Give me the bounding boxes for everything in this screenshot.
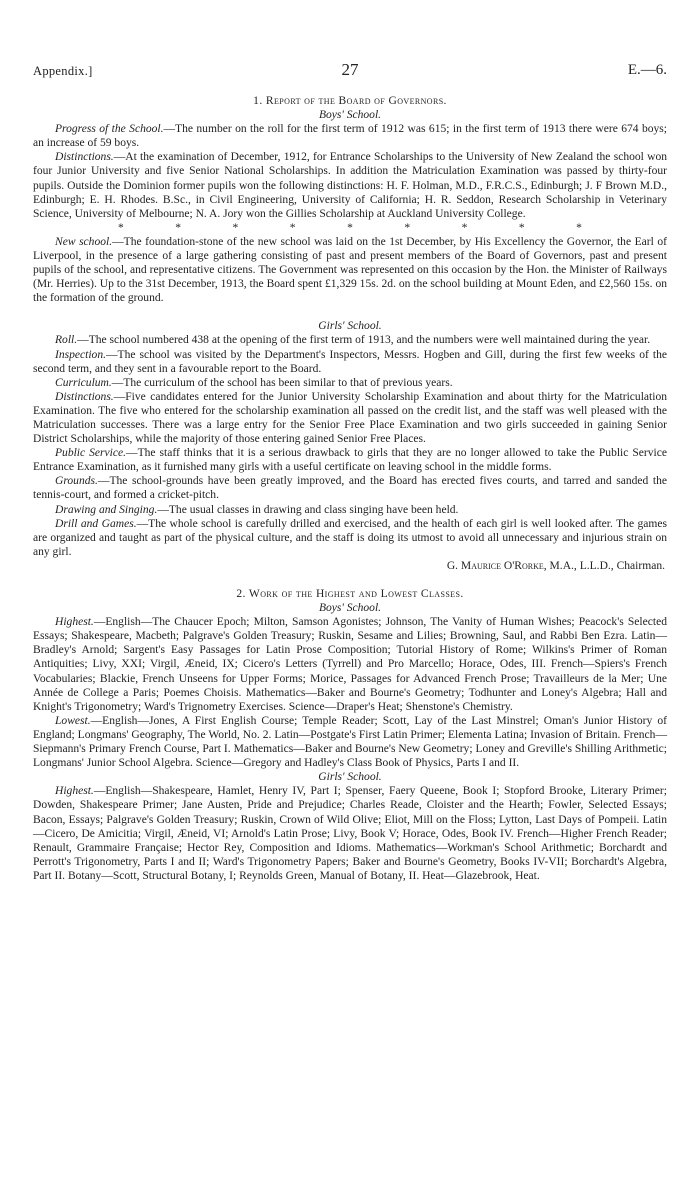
asterisk: * — [461, 221, 468, 234]
paragraph — [33, 150, 667, 220]
asterisk: * — [404, 221, 411, 234]
paragraph-lead: New school. — [55, 235, 113, 248]
paragraph-text: —The number on the roll for the first term of 1912 was 615; in the first term of 1913 there were 674 boys; an increase of 59 boys. — [33, 123, 668, 150]
asterisk: * — [518, 221, 525, 234]
signature-credentials: , M.A., L.L.D., Chairman. — [543, 559, 665, 572]
subsection-heading: Boys' School. — [318, 109, 382, 122]
section-break-asterisks — [33, 221, 667, 235]
paragraph — [33, 503, 667, 517]
paragraph-text: —The whole school is carefully drilled and exercised, and the health of each girl is well looked after. The games are organized and taught as part of the physical culture, and the staff is doing its utmost to avoid all unnecessary and injurious strain on any girl. — [33, 517, 667, 558]
header-appendix: Appendix.] — [33, 64, 93, 78]
paragraph-text: —The school-grounds have been greatly improved, and the Board has erected fives courts, and tarred and sanded the tennis-court, and formed a cricket-pitch. — [33, 475, 667, 502]
paragraph — [33, 714, 667, 770]
paragraph-lead: Highest. — [55, 785, 94, 798]
paragraph-lead: Curriculum. — [55, 376, 112, 389]
asterisk: * — [232, 221, 239, 234]
paragraph — [33, 376, 667, 390]
section-title: 1. Report of the Board of Governors. — [253, 95, 447, 107]
signature — [33, 559, 667, 573]
paragraph-text: —English—Shakespeare, Hamlet, Henry IV, Part I; Spenser, Faery Queene, Book I; Stopford Brooke, Literary Primer; Dowden, Shakespeare Primer; Jane Austen, Pride and Prejudice; Charles Reade, Cloister and the Hearth; Fowler, Selected Essays; Bacon, Essays; Palgrave's Golden Treasury; Ruskin, Crown of Wild Olive; Eliot, Mill on the Floss; Lytton, Last Days of Pompeii. Latin—Cicero, De Amicitia; Virgil, Æneid, VI; Arnold's Latin Prose; Livy, Book V; Horace, Odes, Book IV. French—Higher French Reader; Renault, Grammaire Française; Hector Rey, Composition and Idioms. Mathematics—Workman's School Arithmetic; Borchardt and Perrott's Trigonometry, Parts I and II; Ward's Trigonometry Papers; Baker and Bourne's Geometry, Books IV-VII; Borchardt's Algebra, Part II. Botany—Scott, Structural Botany, I; Reynolds Green, Manual of Botany, II. Heat—Glazebrook, Heat. — [33, 785, 667, 882]
paragraph — [33, 517, 667, 559]
paragraph — [33, 446, 667, 474]
paragraph-lead: Grounds. — [55, 475, 98, 488]
paragraph-lead: Distinctions. — [55, 390, 114, 403]
body-text — [33, 94, 667, 883]
subsection-heading: Boys' School. — [318, 602, 382, 615]
subsection-heading: Girls' School. — [318, 771, 382, 784]
asterisk: * — [175, 221, 182, 234]
paragraph-lead: Lowest. — [55, 714, 91, 727]
paragraph-lead: Inspection. — [55, 348, 106, 361]
page-number: 27 — [341, 60, 359, 79]
paragraph — [33, 615, 667, 714]
paragraph-text: —The curriculum of the school has been similar to that of previous years. — [111, 376, 453, 389]
signature-name: G. Maurice O'Rorke — [446, 559, 544, 572]
paragraph-lead: Drill and Games. — [55, 517, 137, 530]
subsection-heading: Girls' School. — [318, 320, 382, 333]
paragraph — [33, 122, 667, 150]
paragraph-lead: Roll. — [55, 334, 78, 347]
paragraph-text: —The school numbered 438 at the opening of the first term of 1913, and the numbers were well maintained during the year. — [77, 334, 651, 347]
paragraph-text: —The foundation-stone of the new school was laid on the 1st December, by His Excellency the Governor, the Earl of Liverpool, in the presence of a large gathering consisting of past and present members of the Board of Governors, past and present pupils of the school, and representative citizens. The Government was represented on this occasion by the Hon. the Minister of Railways (Mr. Herries). Up to the 31st December, 1913, the Board spent £1,329 15s. 2d. on the school building at Mount Eden, and £2,560 15s. on the formation of the ground. — [33, 235, 667, 305]
paragraph — [33, 390, 667, 446]
paragraph-lead: Progress of the School. — [55, 123, 164, 136]
paragraph — [33, 333, 667, 347]
paragraph-lead: Distinctions. — [55, 151, 114, 164]
paragraph-text: —The school was visited by the Department's Inspectors, Messrs. Hogben and Gill, during the first few weeks of the second term, and they sent in a favourable report to the Board. — [33, 348, 667, 375]
asterisk: * — [347, 221, 353, 234]
paragraph-text: —Five candidates entered for the Junior University Scholarship Examination and about thirty for the Matriculation Examination. The five who entered for the scholarship examination all passed on the credit list, and the staff was well pleased with the Matriculation successes. There was a large entry for the Senior Free Place Examination and two girls succeeded in gaining Senior District Scholarships, while the majority of those entering gained Senior Free Places. — [33, 390, 667, 446]
section-title: 2. Work of the Highest and Lowest Classes. — [236, 588, 464, 600]
paragraph — [33, 235, 667, 305]
paragraph-text: —The staff thinks that it is a serious drawback to girls that they are no longer allowed to take the Public Service Entrance Examination, as it furnished many girls with a useful certificate on leaving school in the middle forms. — [33, 447, 668, 474]
asterisk: * — [576, 221, 582, 234]
paragraph-text: —English—Jones, A First English Course; Temple Reader; Scott, Lay of the Last Minstrel; Oman's Junior History of England; Longmans' Geography, The World, No. 2. Latin—Postgate's First Latin Primer; Elementa Latina; Invasion of Britain. French—Siepmann's Primary French Course, Part I. Mathematics—Baker and Bourne's New Geometry; Loney and Greville's Shilling Arithmetic; Longmans' Junior School Algebra. Science—Gregory and Hadley's Class Book of Physics, Parts I and II. — [33, 714, 667, 770]
paragraph-text: —English—The Chaucer Epoch; Milton, Samson Agonistes; Johnson, The Vanity of Human Wishes; Peacock's Selected Essays; Shakespeare, Macbeth; Palgrave's Golden Treasury; Ruskin, Sesame and Lilies; Browning, Saul, and Rabbi Ben Ezra. Latin—Bradley's Arnold; Sargent's Easy Passages for Latin Prose Composition; Tutorial History of Rome; Wilkins's Primer of Roman Antiquities; Livy, XXI; Virgil, Æneid, IX; Cicero's Letters (Tyrrell) and Pro Marcello; Horace, Odes, III. French—Spiers's French Vocabularies; Blackie, French Unseens for Upper Forms; Morice, Passages for Advanced French Prose; Travailleurs de la Mer; Une Année de College a Paris; Poemes Choisis. Mathematics—Baker and Bourne's Geometry; Todhunter and Loney's Algebra; Hall and Knight's Trigonometry; Ward's Trignometry Exercises. Science—Draper's Heat; Shenstone's Chemistry. — [33, 616, 667, 713]
paragraph-text: —The usual classes in drawing and class singing have been held. — [157, 503, 459, 516]
paragraph-lead: Highest. — [55, 616, 94, 629]
paragraph-text: —At the examination of December, 1912, for Entrance Scholarships to the University of New Zealand the school won four Junior University and five Senior National Scholarships. In addition the Matriculation Examination was passed by thirty-four pupils. Outside the Dominion former pupils won the following distinctions: H. F. Holman, M.D., F.R.C.S., Edinburgh; J. F Brown M.D., Edinburgh; E. H. Rhodes. B.Sc., in Civil Engineering, University of California; H. R. Seddon, Research Scholarship in Veterinary Science, University of Melbourne; N. A. Jory won the Gillies Scholarship at Auckland University College. — [33, 151, 667, 220]
paragraph-lead: Public Service. — [55, 447, 127, 460]
paragraph — [33, 348, 667, 376]
paragraph — [33, 784, 667, 883]
paragraph-lead: Drawing and Singing. — [55, 503, 158, 516]
asterisk: * — [289, 221, 296, 234]
asterisk: * — [118, 221, 124, 234]
paragraph — [33, 474, 667, 502]
running-header — [33, 60, 667, 82]
header-reference: E.—6. — [627, 62, 667, 78]
